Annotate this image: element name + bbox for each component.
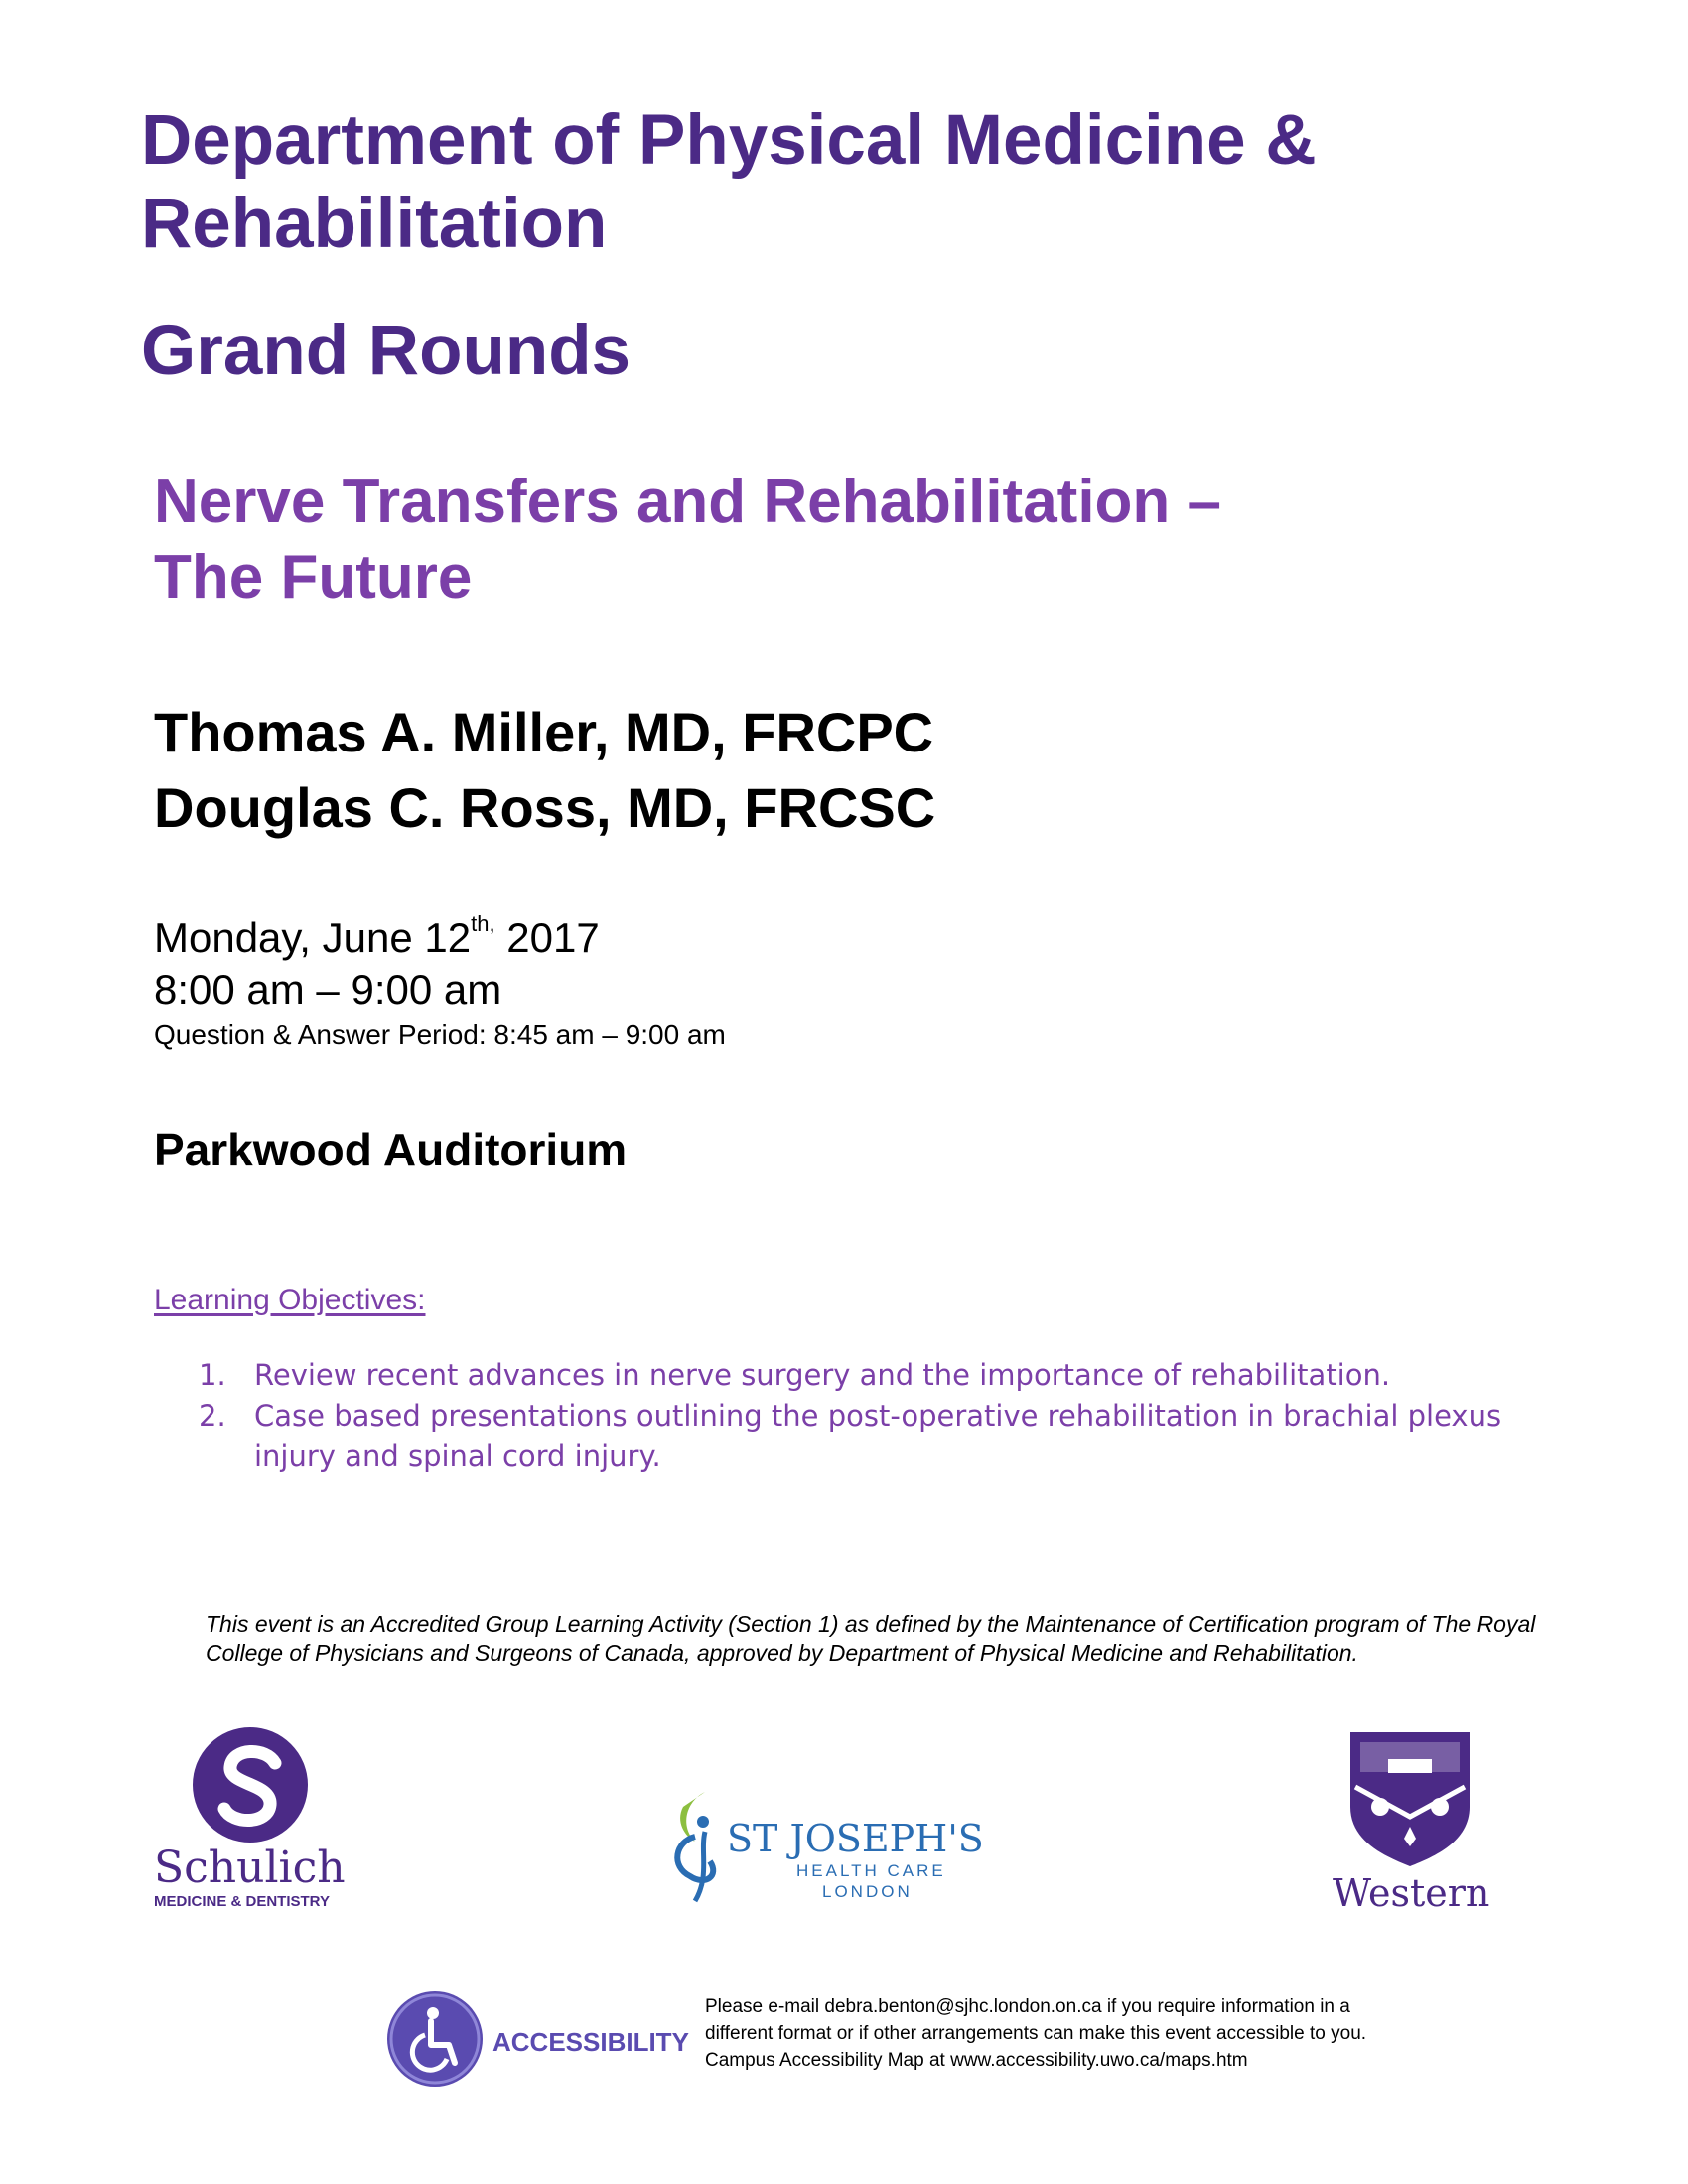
accessibility-badge: [385, 1989, 689, 2089]
accessibility-note-line-2: different format or if other arrangements can make this event accessible to you.: [705, 2023, 1367, 2044]
list-item: [199, 1355, 1539, 1396]
western-logo: [1321, 1727, 1499, 1916]
speaker-2: Douglas C. Ross, MD, FRCSC: [154, 776, 936, 839]
qa-period: Question & Answer Period: 8:45 am – 9:00 am: [154, 1020, 726, 1050]
schulich-name: Schulich: [154, 1843, 346, 1893]
speaker-1: Thomas A. Miller, MD, FRCPC: [154, 701, 934, 763]
sjhc-sub-2: LONDON: [822, 1882, 913, 1901]
department-line-1: Department of Physical Medicine &: [141, 101, 1317, 180]
sjhc-figure-icon: [665, 1782, 984, 1911]
list-item-text: Case based presentations outlining the post-operative rehabilitation in brachial plexus injury and spinal cord injury.: [254, 1399, 1502, 1473]
sjhc-name: ST JOSEPH'S: [727, 1817, 984, 1860]
event-time: 8:00 am – 9:00 am: [154, 966, 502, 1013]
date-text: Monday, June 12: [154, 914, 472, 961]
talk-title-line-2: The Future: [154, 543, 473, 612]
accessibility-note-line-3: Campus Accessibility Map at www.accessibility.uwo.ca/maps.htm: [705, 2050, 1248, 2071]
learning-objectives-title: Learning Objectives:: [154, 1284, 426, 1316]
accessibility-note: [705, 1993, 1420, 2074]
western-crest-icon: [1321, 1727, 1499, 1916]
department-line-2: Rehabilitation: [141, 185, 608, 263]
schulich-logo: [149, 1725, 407, 1914]
talk-title-line-1: Nerve Transfers and Rehabilitation –: [154, 468, 1222, 536]
date-ordinal: th,: [471, 911, 495, 936]
learning-objectives-list: [199, 1355, 1539, 1477]
venue: Parkwood Auditorium: [154, 1124, 628, 1175]
list-item-text: Review recent advances in nerve surgery and the importance of rehabilitation.: [254, 1358, 1391, 1392]
western-name: Western: [1333, 1871, 1490, 1915]
event-date: [154, 913, 600, 963]
wheelchair-icon: [385, 1989, 689, 2089]
accessibility-label: ACCESSIBILITY: [492, 2027, 689, 2057]
schulich-s-icon: [149, 1725, 407, 1914]
list-item-number: 2.: [199, 1399, 226, 1433]
date-year: 2017: [494, 914, 600, 961]
accessibility-note-line-1: Please e-mail debra.benton@sjhc.london.on.ca if you require information in a: [705, 1996, 1350, 2017]
sjhc-sub-1: HEALTH CARE: [796, 1861, 946, 1880]
accreditation-note: This event is an Accredited Group Learning Activity (Section 1) as defined by the Maintenance of Certification program of The Royal College of Physicians and Surgeons of Canada, approved by Department of Physical Medicine and Rehabilitation.: [206, 1611, 1536, 1666]
speaker-list: [154, 695, 935, 846]
schulich-subtitle: MEDICINE & DENTISTRY: [154, 1893, 330, 1910]
list-item: [199, 1396, 1539, 1477]
talk-title: [154, 465, 1445, 615]
department-heading: [141, 99, 1531, 266]
sjhc-logo: [665, 1782, 984, 1911]
series-title: Grand Rounds: [141, 312, 632, 390]
list-item-number: 1.: [199, 1358, 226, 1392]
